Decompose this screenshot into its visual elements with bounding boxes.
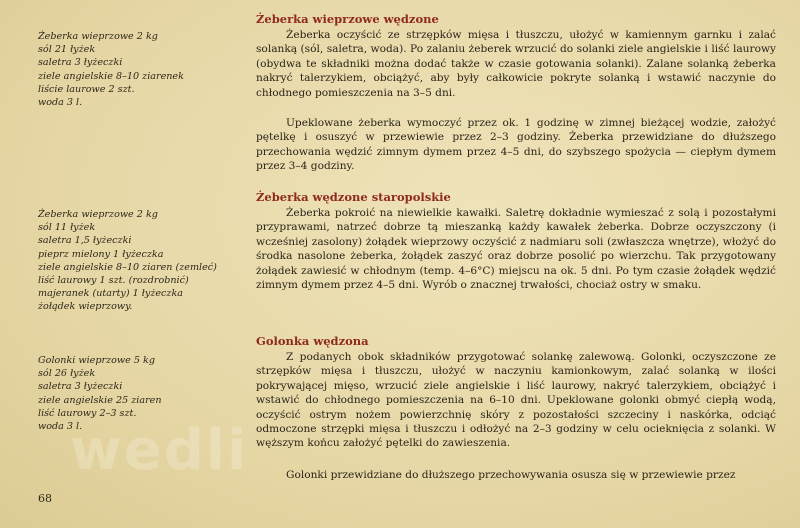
ingredients-block-1 xyxy=(38,30,248,109)
recipe-title: Żeberka wędzone staropolskie xyxy=(256,190,451,204)
ingredient-line: woda 3 l. xyxy=(38,421,83,433)
ingredient-line: Żeberka wieprzowe 2 kg xyxy=(38,31,158,42)
ingredient-line: liście laurowe 2 szt. xyxy=(38,83,135,95)
ingredient-line: saletra 1,5 łyżeczki xyxy=(38,235,132,247)
ingredient-line: sól 21 łyżek xyxy=(38,44,96,56)
ingredient-line: sól 26 łyżek xyxy=(38,368,96,380)
ingredient-line: Golonki wieprzowe 5 kg xyxy=(38,355,155,366)
recipe-paragraph: Żeberka oczyścić ze strzępków mięsa i tłuszczu, ułożyć w kamiennym garnku i zalać solanką (sól, saletra, woda). Po zalaniu żeberek wrzucić do solanki ziele angielskie i liść laurowy (obydwa te składniki można dodać także w czasie gotowania solanki). Zalane solanką żeberka nakryć talerzykiem, obciążyć, aby były całkowicie pokryte solanką i wstawić naczynie do chłodnego pomieszczenia na 3–5 dni. xyxy=(256,29,776,99)
ingredient-line: woda 3 l. xyxy=(38,97,83,109)
ingredient-line: Żeberka wieprzowe 2 kg xyxy=(38,209,158,220)
recipe-paragraph: Golonki przewidziane do dłuższego przechowywania osusza się w przewiewie przez xyxy=(286,469,736,481)
recipe-title: Żeberka wieprzowe wędzone xyxy=(256,12,439,26)
ingredient-line: pieprz mielony 1 łyżeczka xyxy=(38,248,164,260)
ingredient-line: ziele angielskie 8–10 ziarenek xyxy=(38,70,184,82)
recipe-paragraph: Upeklowane żeberka wymoczyć przez ok. 1 godzinę w zimnej bieżącej wodzie, założyć pętelkę i osuszyć w przewiewie przez 2–3 godziny. Żeberka przewidziane do dłuższego przechowania wędzić zimnym dymem przez 4–5 dni, do szybszego spożycia — ciepłym dymem przez 3–4 godziny. xyxy=(256,117,776,173)
ingredient-line: ziele angielskie 8–10 ziaren (zemleć) xyxy=(38,261,217,273)
ingredient-line: żołądek wieprzowy. xyxy=(38,301,133,313)
watermark: wedli xyxy=(70,418,249,483)
ingredient-line: liść laurowy 2–3 szt. xyxy=(38,407,137,419)
ingredient-line: saletra 3 łyżeczki xyxy=(38,57,123,69)
recipe-paragraph: Żeberka pokroić na niewielkie kawałki. Saletrę dokładnie wymieszać z solą i pozostałymi przyprawami, natrzeć dobrze tą mieszanką każdy kawałek żeberka. Dobrze oczyszczony (i wcześniej zasolony) żołądek wieprzowy oczyścić z nadmiaru soli (zwłaszcza wnętrze), włożyć do środka nasolone żeberka, żołądek zaszyć oraz dobrze posolić po wierzchu. Tak przygotowany żołądek zawiesić w chłodnym (temp. 4–6°C) miejscu na ok. 5 dni. Po tym czasie żołądek wędzić zimnym dymem przez 4–5 dni. Wyrób o znacznej trwałości, chociaż ostry w smaku. xyxy=(256,207,776,292)
page-number: 68 xyxy=(38,492,52,505)
ingredients-block-3 xyxy=(38,354,248,433)
ingredient-line: sól 11 łyżek xyxy=(38,222,96,234)
recipe-title: Golonka wędzona xyxy=(256,334,369,348)
ingredients-block-2 xyxy=(38,208,248,314)
recipe-paragraph: Z podanych obok składników przygotować solankę zalewową. Golonki, oczyszczone ze strzępków mięsa i tłuszczu, ułożyć w naczyniu kamionkowym, zalać solanką w ilości pokrywającej mięso, wrzucić ziele angielskie i liść laurowy, nakryć talerzykiem, obciążyć i wstawić do chłodnego pomieszczenia na 6–10 dni. Upeklowane golonki obmyć ciepłą wodą, oczyścić ostrym nożem powierzchnię skóry z pozostałości szczeciny i naskórka, odciąć odmoczone strzępki mięsa i tłuszczu i odłożyć na 2–3 godziny w celu ocieknięcia z solanki. W węższym końcu założyć pętelki do zawieszenia. xyxy=(256,351,776,450)
ingredient-line: ziele angielskie 25 ziaren xyxy=(38,394,162,406)
ingredient-line: liść laurowy 1 szt. (rozdrobnić) xyxy=(38,275,189,287)
ingredient-line: majeranek (utarty) 1 łyżeczka xyxy=(38,288,184,300)
ingredient-line: saletra 3 łyżeczki xyxy=(38,381,123,393)
